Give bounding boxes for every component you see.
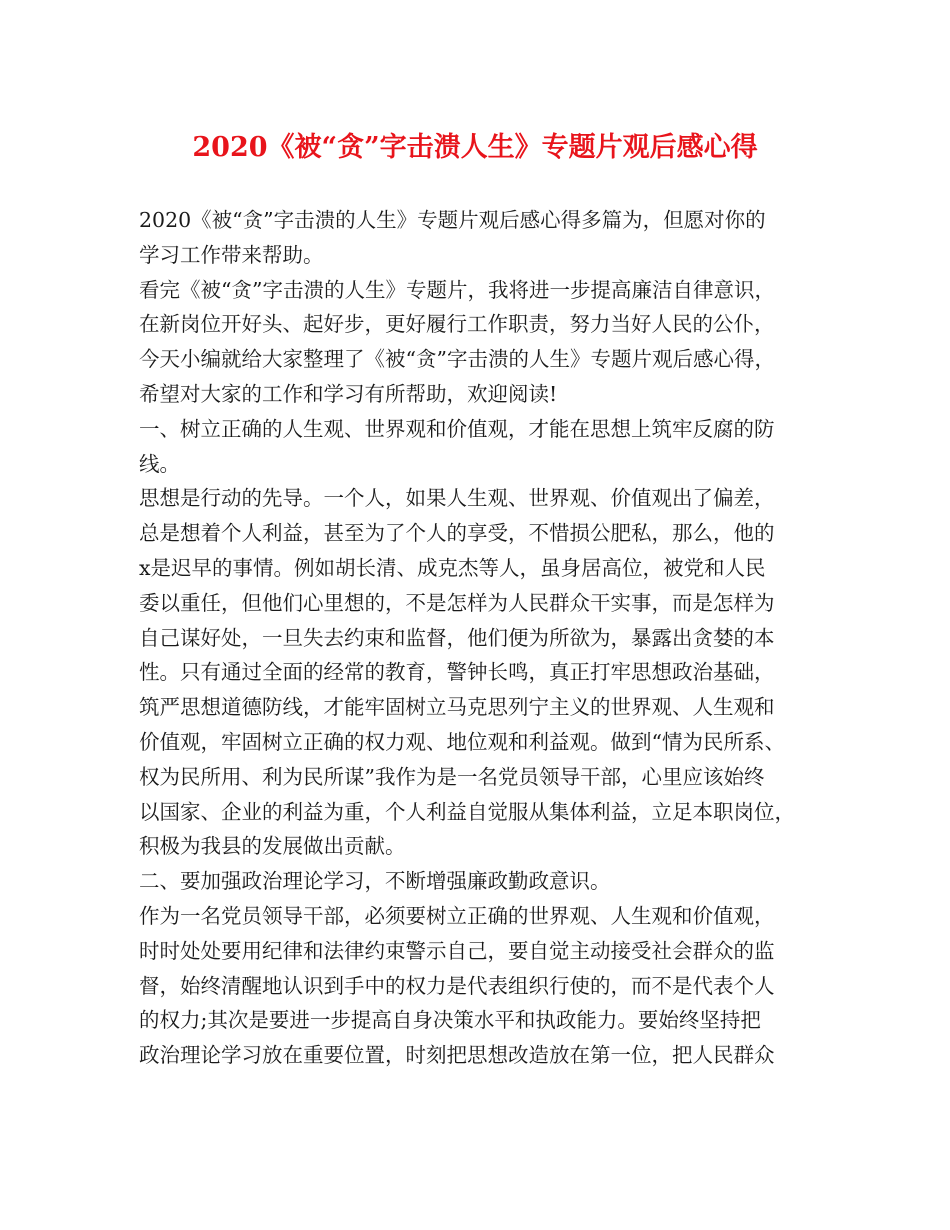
text-line: 总是想着个人利益，甚至为了个人的享受，不惜损公肥私，那么，他的 bbox=[139, 521, 775, 546]
text-line: 政治理论学习放在重要位置，时刻把思想改造放在第一位，把人民群众 bbox=[139, 1043, 775, 1068]
text-line: 2020《被“贪”字击溃的人生》专题片观后感心得多篇为，但愿对你的 bbox=[139, 208, 766, 232]
text-line: 二、要加强政治理论学习，不断增强廉政勤政意识。 bbox=[139, 869, 611, 894]
text-line: 价值观，牢固树立正确的权力观、地位观和利益观。做到“情为民所系、 bbox=[139, 729, 785, 754]
text-line: 今天小编就给大家整理了《被“贪”字击溃的人生》专题片观后感心得， bbox=[139, 347, 775, 372]
text-line: 筑严思想道德防线，才能牢固树立马克思列宁主义的世界观、人生观和 bbox=[139, 695, 775, 720]
text-line: 思想是行动的先导。一个人，如果人生观、世界观、价值观出了偏差， bbox=[139, 486, 775, 511]
text-line: 自己谋好处，一旦失去约束和监督，他们便为所欲为，暴露出贪婪的本 bbox=[139, 625, 775, 650]
text-line: 一、树立正确的人生观、世界观和价值观，才能在思想上筑牢反腐的防 bbox=[139, 416, 775, 441]
text-line: 性。只有通过全面的经常的教育，警钟长鸣，真正打牢思想政治基础， bbox=[139, 660, 775, 685]
text-line: 看完《被“贪”字击溃的人生》专题片，我将进一步提高廉洁自律意识， bbox=[139, 277, 775, 302]
text-line: 权为民所用、利为民所谋”我作为是一名党员领导干部，心里应该始终 bbox=[139, 764, 765, 789]
text-line: 希望对大家的工作和学习有所帮助，欢迎阅读! bbox=[139, 381, 558, 406]
document-body bbox=[139, 203, 829, 1073]
text-line: 督，始终清醒地认识到手中的权力是代表组织行使的，而不是代表个人 bbox=[139, 973, 775, 998]
text-line: 的权力;其次是要进一步提高自身决策水平和执政能力。要始终坚持把 bbox=[139, 1008, 761, 1033]
text-line: 作为一名党员领导干部，必须要树立正确的世界观、人生观和价值观， bbox=[139, 903, 775, 928]
text-line: x是迟早的事情。例如胡长清、成克杰等人，虽身居高位，被党和人民 bbox=[139, 555, 766, 580]
text-line: 委以重任，但他们心里想的，不是怎样为人民群众干实事，而是怎样为 bbox=[139, 590, 775, 615]
text-line: 积极为我县的发展做出贡献。 bbox=[139, 834, 406, 859]
text-line: 线。 bbox=[139, 451, 180, 476]
document-title: 2020《被“贪”字击溃人生》专题片观后感心得 bbox=[192, 132, 758, 163]
text-line: 在新岗位开好头、起好步，更好履行工作职责，努力当好人民的公仆， bbox=[139, 312, 775, 337]
text-line: 以国家、企业的利益为重，个人利益自觉服从集体利益，立足本职岗位， bbox=[139, 799, 795, 824]
text-line: 时时处处要用纪律和法律约束警示自己，要自觉主动接受社会群众的监 bbox=[139, 938, 775, 963]
text-line: 学习工作带来帮助。 bbox=[139, 242, 324, 267]
